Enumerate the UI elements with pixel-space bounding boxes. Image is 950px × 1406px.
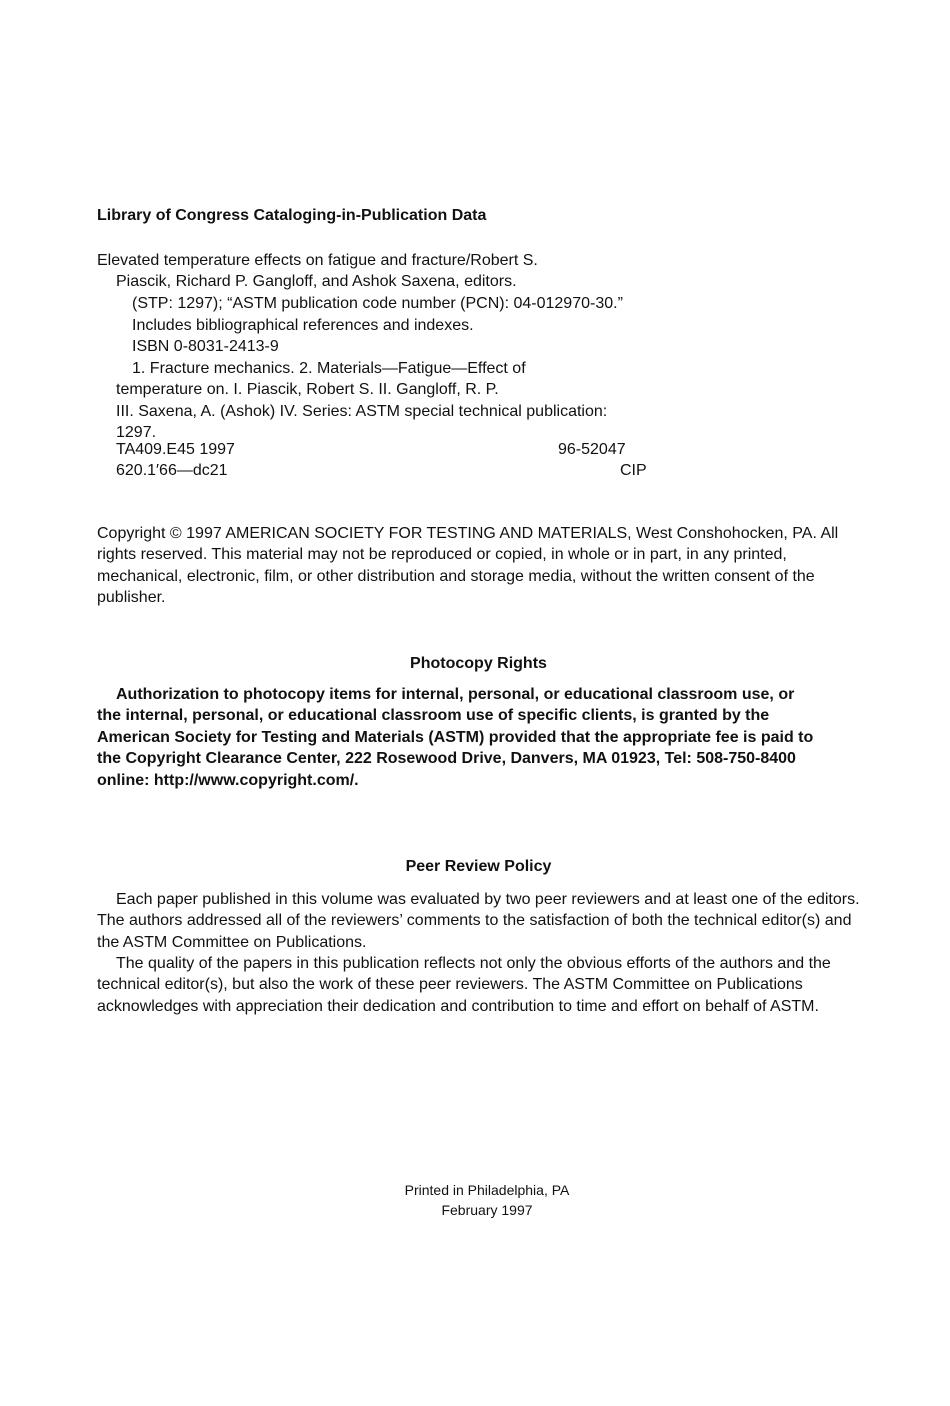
cip-line-9: 1297. — [116, 424, 157, 441]
peer-review-heading: Peer Review Policy — [405, 858, 552, 875]
cip-label: CIP — [620, 462, 647, 479]
photocopy-heading: Photocopy Rights — [410, 655, 547, 672]
photocopy-line-5: online: http://www.copyright.com/. — [97, 772, 359, 789]
photocopy-line-4: the Copyright Clearance Center, 222 Rosewood Drive, Danvers, MA 01923, Tel: 508-750-8400 — [97, 750, 796, 767]
printed-date: February 1997 — [441, 1202, 533, 1218]
call-number: TA409.E45 1997 — [116, 441, 235, 458]
cip-line-6: 1. Fracture mechanics. 2. Materials—Fatigue—Effect of — [132, 360, 526, 377]
photocopy-line-3: American Society for Testing and Materials (ASTM) provided that the appropriate fee is paid to — [97, 729, 814, 746]
cip-line-7: temperature on. I. Piascik, Robert S. II. Gangloff, R. P. — [116, 381, 499, 398]
cip-line-1: Elevated temperature effects on fatigue and fracture/Robert S. — [97, 252, 538, 269]
photocopy-line-2: the internal, personal, or educational classroom use of specific clients, is granted by the — [97, 707, 770, 724]
cip-line-8: III. Saxena, A. (Ashok) IV. Series: ASTM special technical publication: — [116, 403, 608, 420]
printed-location: Printed in Philadelphia, PA — [404, 1182, 570, 1198]
peer-review-paragraph-1: Each paper published in this volume was evaluated by two peer reviewers and at least one of the editors. The authors addressed all of the reviewers’ comments to the satisfaction of both the technical editor(s) and the ASTM Committee on Publications. — [97, 891, 860, 951]
cip-line-5: ISBN 0-8031-2413-9 — [132, 338, 279, 355]
lccn-number: 96-52047 — [558, 441, 626, 458]
cip-title: Library of Congress Cataloging-in-Publication Data — [97, 207, 487, 224]
cip-line-2: Piascik, Richard P. Gangloff, and Ashok Saxena, editors. — [116, 273, 517, 290]
cip-line-4: Includes bibliographical references and indexes. — [132, 317, 474, 334]
photocopy-line-1: Authorization to photocopy items for internal, personal, or educational classroom use, or — [116, 686, 795, 703]
cip-line-3: (STP: 1297); “ASTM publication code number (PCN): 04-012970-30.” — [132, 295, 623, 312]
copyright-notice: Copyright © 1997 AMERICAN SOCIETY FOR TESTING AND MATERIALS, West Conshohocken, PA. All rights reserved. This material may not be reproduced or copied, in whole or in part, in any printed, mechanical, electronic, film, or other distribution and storage media, without the written consent of the publisher. — [97, 525, 839, 606]
peer-review-paragraph-2: The quality of the papers in this publication reflects not only the obvious efforts of the authors and the technical editor(s), but also the work of these peer reviewers. The ASTM Committee on Publications acknowledges with appreciation their dedication and contribution to time and effort on behalf of ASTM. — [97, 955, 831, 1015]
dewey-number: 620.1′66—dc21 — [116, 462, 228, 479]
